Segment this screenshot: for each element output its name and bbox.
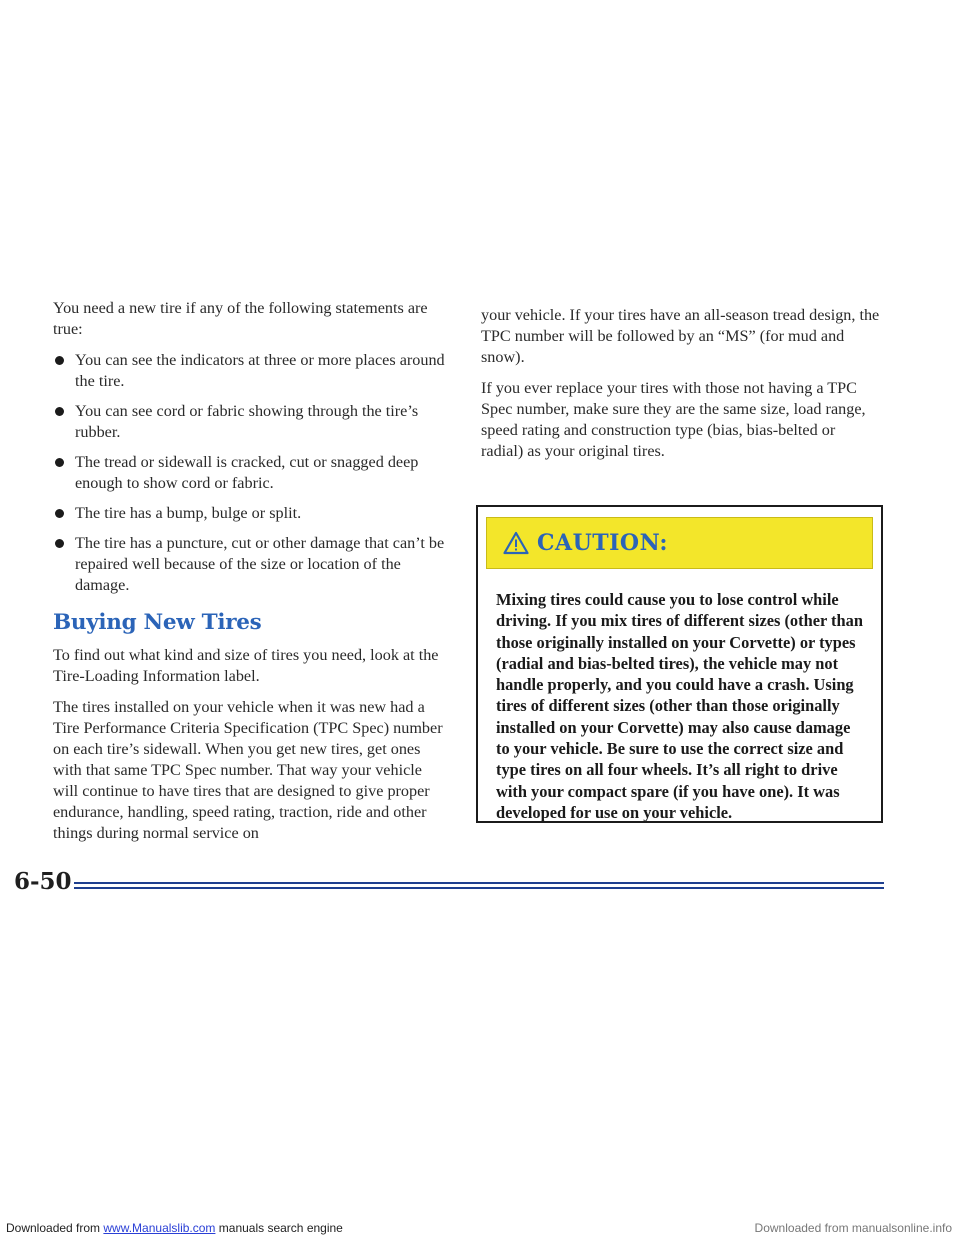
paragraph: your vehicle. If your tires have an all-season tread design, the TPC number will be followed by an “MS” (for mud and snow). xyxy=(481,306,880,366)
tire-condition-list xyxy=(53,350,445,596)
bullet-icon xyxy=(55,509,64,518)
footer-rule xyxy=(74,882,884,884)
list-item-text: You can see cord or fabric showing through the tire’s rubber. xyxy=(75,402,419,441)
bullet-icon xyxy=(55,539,64,548)
list-item xyxy=(53,401,445,443)
warning-triangle-icon xyxy=(503,531,529,555)
paragraph: If you ever replace your tires with those not having a TPC Spec number, make sure they are the same size, load range, speed rating and construction type (bias, bias-belted or radial) as your original tires. xyxy=(481,379,866,460)
list-item-text: The tire has a puncture, cut or other damage that can’t be repaired well because of the size or location of the damage. xyxy=(75,534,445,594)
banner-prefix: Downloaded from xyxy=(6,1221,104,1235)
page-footer xyxy=(0,860,960,900)
bullet-icon xyxy=(55,407,64,416)
paragraph: To find out what kind and size of tires you need, look at the Tire-Loading Information label. xyxy=(53,646,439,685)
caution-title: CAUTION: xyxy=(537,530,669,556)
caution-box xyxy=(476,505,883,823)
download-banner xyxy=(0,1218,960,1242)
list-item-text: You can see the indicators at three or more places around the tire. xyxy=(75,351,445,390)
manualslib-link[interactable]: www.Manualslib.com xyxy=(103,1221,216,1235)
left-column xyxy=(53,298,445,854)
caution-header xyxy=(486,517,873,569)
footer-rule xyxy=(74,887,884,889)
list-item-text: The tire has a bump, bulge or split. xyxy=(75,504,302,522)
list-item-text: The tread or sidewall is cracked, cut or snagged deep enough to show cord or fabric. xyxy=(75,453,419,492)
section-heading: Buying New Tires xyxy=(53,610,262,635)
right-column xyxy=(481,305,881,472)
caution-text: Mixing tires could cause you to lose control while driving. If you mix tires of different sizes (other than those originally installed on your Corvette) or types (radial and bias-belted tires), the vehicle may not handle properly, and you could have a crash. Using tires of different sizes (other than those originally installed on your Corvette) may also cause damage to your vehicle. Be sure to use the correct size and type tires on all four wheels. It’s all right to drive with your compact spare (if you have one). It was developed for use on your vehicle. xyxy=(496,590,863,822)
bullet-icon xyxy=(55,356,64,365)
banner-suffix: manuals search engine xyxy=(215,1221,343,1235)
paragraph: The tires installed on your vehicle when it was new had a Tire Performance Criteria Specification (TPC Spec) number on each tire’s sidewall. When you get new tires, get ones with that same TPC Spec number. That way your vehicle will continue to have tires that are designed to give proper endurance, handling, speed rating, traction, ride and other things during normal service on xyxy=(53,698,443,842)
banner-left xyxy=(6,1221,343,1235)
list-item xyxy=(53,452,445,494)
list-item xyxy=(53,533,445,596)
bullet-icon xyxy=(55,458,64,467)
page-number: 6-50 xyxy=(14,868,72,895)
list-item xyxy=(53,503,445,524)
list-item xyxy=(53,350,445,392)
banner-right: Downloaded from manualsonline.info xyxy=(754,1221,952,1235)
intro-paragraph: You need a new tire if any of the following statements are true: xyxy=(53,299,428,338)
